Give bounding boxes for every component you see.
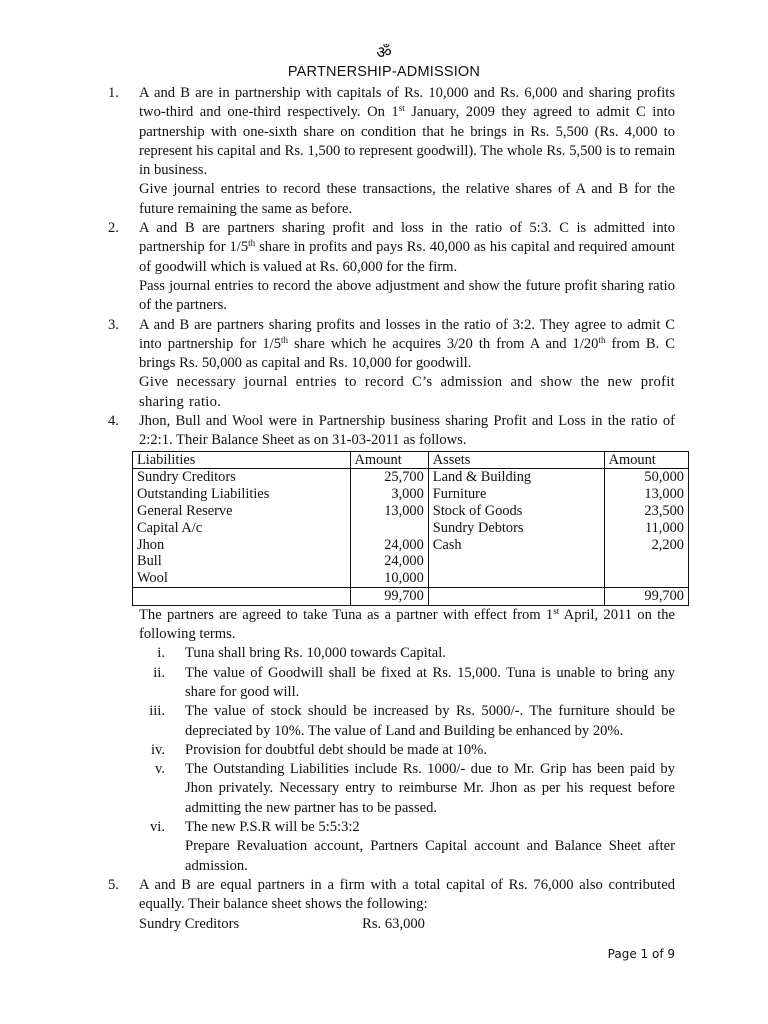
amount-cell: 10,000: [350, 570, 428, 587]
document-body: [108, 84, 684, 934]
question-4: [108, 412, 675, 451]
table-row: [133, 520, 689, 537]
liability-cell: Capital A/c: [133, 520, 351, 537]
asset-cell: Cash: [428, 537, 604, 554]
question-instruction: Give necessary journal entries to record C’s admission and show the new profit sharing ratio.: [139, 374, 675, 410]
page-number: Page 1 of 9: [607, 947, 675, 961]
question-text: A and B are partners sharing profits and losses in the ratio of 3:2. They agree to admit C into partnership for 1/5th share which he acquires 3/20 th from A and 1/20th from B. C brings Rs. 50,000 as capital and Rs. 10,000 for goodwill.: [139, 316, 675, 372]
table-row: [133, 553, 689, 570]
amount-cell: 13,000: [604, 486, 688, 503]
list-item: i. Tuna shall bring Rs. 10,000 towards Capital.: [157, 645, 446, 662]
liability-cell: General Reserve: [133, 503, 351, 520]
question-number: 1.: [108, 85, 119, 101]
amount-cell: 2,200: [604, 537, 688, 554]
amount-cell: [604, 553, 688, 570]
question-instruction: Give journal entries to record these transactions, the relative shares of A and B for the future remaining the same as before.: [139, 181, 675, 217]
question-1: [108, 84, 675, 219]
asset-cell: [428, 553, 604, 570]
question-text: A and B are in partnership with capitals of Rs. 10,000 and Rs. 6,000 and sharing profits two-third and one-third respectively. On 1st January, 2009 they agreed to admit C into partnership with one-sixth share on condition that he brings in Rs. 5,500 (Rs. 4,000 to represent his capital and Rs. 1,500 to represent goodwill). The whole Rs. 5,500 is to remain in business.: [139, 85, 675, 179]
question-2: [108, 219, 675, 315]
asset-cell: Stock of Goods: [428, 503, 604, 520]
amount-cell: 25,700: [350, 469, 428, 486]
amount-cell: 11,000: [604, 520, 688, 537]
table-row: [133, 570, 689, 587]
question-number: 5.: [108, 876, 119, 893]
header-amount: Amount: [604, 451, 688, 469]
header-assets: Assets: [428, 451, 604, 469]
question-instruction: Pass journal entries to record the above adjustment and show the future profit sharing ratio of the partners.: [139, 277, 675, 314]
liability-cell: Jhon: [133, 537, 351, 554]
total-liabilities: 99,700: [350, 588, 428, 606]
total-assets: 99,700: [604, 588, 688, 606]
amount-cell: 23,500: [604, 503, 688, 520]
liability-cell: Bull: [133, 553, 351, 570]
table-header-row: [133, 451, 689, 469]
asset-cell: Furniture: [428, 486, 604, 503]
balance-item: [108, 915, 675, 934]
question-text: A and B are equal partners in a firm with a total capital of Rs. 76,000 also contributed equally. Their balance sheet shows the following:: [139, 876, 675, 913]
list-item: iv. Provision for doubtful debt should be made at 10%.: [150, 741, 487, 758]
amount-cell: 50,000: [604, 469, 688, 486]
asset-cell: Land & Building: [428, 469, 604, 486]
question-number: 2.: [108, 220, 119, 237]
question-3: [108, 316, 675, 412]
amount-cell: [350, 520, 428, 537]
list-item: iii. The value of stock should be increased by Rs. 5000/-. The furniture should be depreciated by 10%. The value of Land and Building be enhanced by 20%.: [149, 703, 675, 739]
item-value: Rs. 63,000: [362, 915, 425, 932]
table-row: [133, 486, 689, 503]
balance-sheet-table: [132, 451, 689, 606]
amount-cell: 3,000: [350, 486, 428, 503]
amount-cell: 24,000: [350, 537, 428, 554]
list-item: vi. The new P.S.R will be 5:5:3:2: [150, 819, 360, 836]
amount-cell: 13,000: [350, 503, 428, 520]
header-liabilities: Liabilities: [133, 451, 351, 469]
list-item: ii. The value of Goodwill shall be fixed at Rs. 15,000. Tuna is unable to bring any share for good will.: [153, 664, 675, 700]
table-row: [133, 469, 689, 486]
item-label: Sundry Creditors: [139, 915, 240, 932]
empty-cell: [428, 588, 604, 606]
question-text: A and B are partners sharing profit and loss in the ratio of 5:3. C is admitted into partnership for 1/5th share in profits and pays Rs. 40,000 as his capital and required amount of goodwill which is valued at Rs. 60,000 for the firm.: [139, 220, 675, 275]
question-5: [108, 876, 675, 915]
total-row: [133, 588, 689, 606]
terms-list: [108, 644, 675, 876]
question-number: 3.: [108, 316, 119, 333]
asset-cell: [428, 570, 604, 587]
admission-terms-intro: The partners are agreed to take Tuna as a partner with effect from 1st April, 2011 on the following terms.: [139, 605, 675, 643]
table-row: [133, 503, 689, 520]
asset-cell: Sundry Debtors: [428, 520, 604, 537]
empty-cell: [133, 588, 351, 606]
amount-cell: 24,000: [350, 553, 428, 570]
amount-cell: [604, 570, 688, 587]
table-row: [133, 537, 689, 554]
question-text: Jhon, Bull and Wool were in Partnership business sharing Profit and Loss in the ratio of 2:2:1. Their Balance Sheet as on 31-03-2011 as follows.: [139, 413, 675, 449]
liability-cell: Wool: [133, 570, 351, 587]
liability-cell: Outstanding Liabilities: [133, 486, 351, 503]
liability-cell: Sundry Creditors: [133, 469, 351, 486]
page-title: PARTNERSHIP-ADMISSION: [287, 64, 481, 80]
header-amount: Amount: [350, 451, 428, 469]
list-item: Prepare Revaluation account, Partners Capital account and Balance Sheet after admission.: [185, 838, 675, 874]
om-symbol: ॐ: [376, 43, 392, 63]
question-number: 4.: [108, 413, 119, 430]
list-item: v. The Outstanding Liabilities include Rs. 1000/- due to Mr. Grip has been paid by Jhon privately. Necessary entry to reimburse Mr. Jhon as per his request before admitting the new partner has to be passed.: [155, 761, 675, 816]
